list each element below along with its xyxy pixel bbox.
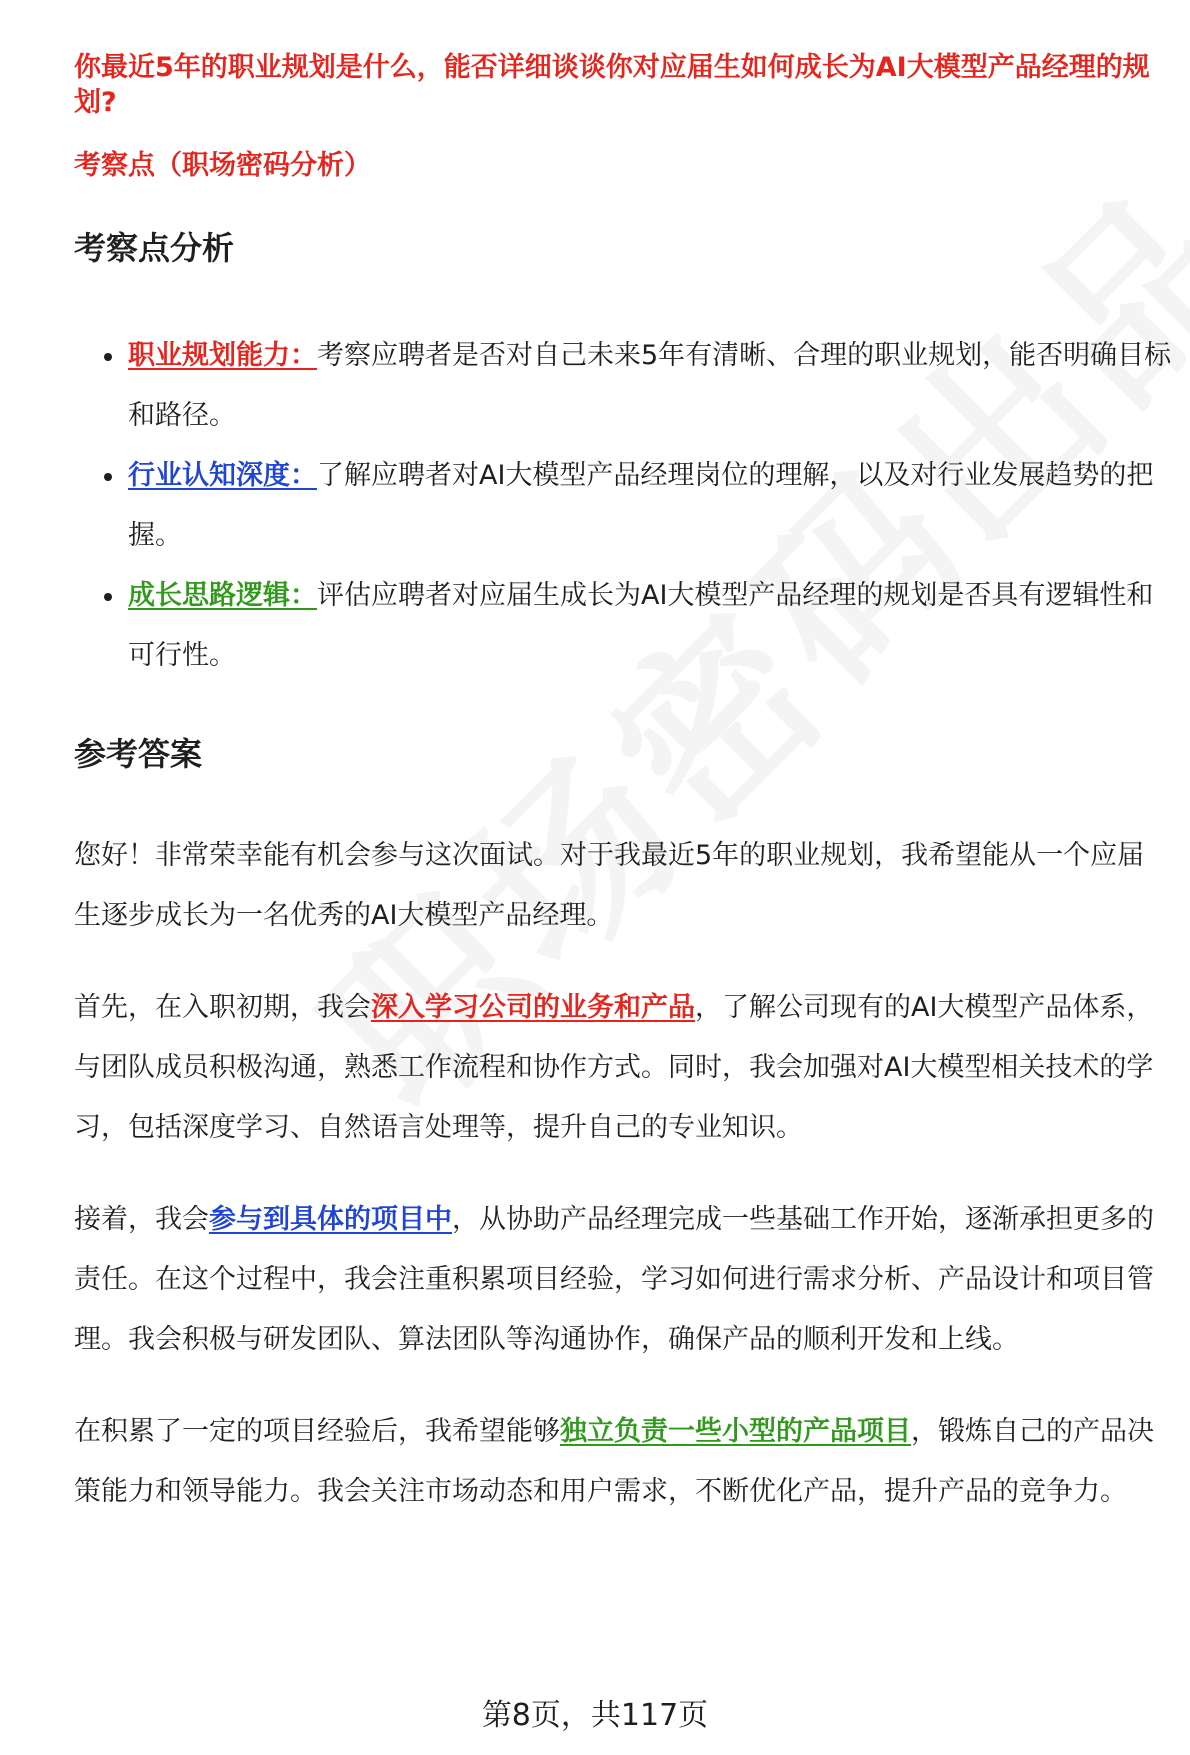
highlight-keyword: 独立负责一些小型的产品项目 <box>560 1416 911 1447</box>
bullet-icon <box>104 593 112 601</box>
list-item <box>74 446 1174 566</box>
paragraph-text: ，了解公司现有的AI大模型产品体系，与团队成员积极沟通，熟悉工作流程和协作方式。同时，我会加强对AI大模型相关技术的学习，包括深度学习、自然语言处理等，提升自己的专业知识。 <box>74 992 1154 1143</box>
paragraph-text: 首先，在入职初期，我会 <box>74 992 371 1023</box>
analysis-heading: 考察点分析 <box>74 229 235 267</box>
point-keyword: 行业认知深度： <box>128 460 317 491</box>
document-page <box>74 50 1174 1522</box>
analysis-points <box>74 326 1174 686</box>
point-text: 了解应聘者对AI大模型产品经理岗位的理解，以及对行业发展趋势的把握。 <box>128 460 1154 551</box>
answer-paragraph-4 <box>74 1402 1160 1522</box>
point-keyword: 成长思路逻辑： <box>128 580 317 611</box>
paragraph-text: ，从协助产品经理完成一些基础工作开始，逐渐承担更多的责任。在这个过程中，我会注重积累项目经验，学习如何进行需求分析、产品设计和项目管理。我会积极与研发团队、算法团队等沟通协作，确保产品的顺利开发和上线。 <box>74 1204 1154 1355</box>
point-keyword: 职业规划能力： <box>128 340 317 371</box>
highlight-keyword: 参与到具体的项目中 <box>209 1204 452 1235</box>
answer-paragraph-3 <box>74 1190 1160 1370</box>
list-item <box>74 566 1174 686</box>
point-text: 考察应聘者是否对自己未来5年有清晰、合理的职业规划，能否明确目标和路径。 <box>128 340 1172 431</box>
question-title: 你最近5年的职业规划是什么，能否详细谈谈你对应届生如何成长为AI大模型产品经理的规划? <box>74 52 1150 118</box>
paragraph-text: 在积累了一定的项目经验后，我希望能够 <box>74 1416 560 1447</box>
bullet-icon <box>104 353 112 361</box>
point-text: 评估应聘者对应届生成长为AI大模型产品经理的规划是否具有逻辑性和可行性。 <box>128 580 1154 671</box>
paragraph-text: 接着，我会 <box>74 1204 209 1235</box>
list-item <box>74 326 1174 446</box>
subtitle: 考察点（职场密码分析） <box>74 150 371 181</box>
answer-paragraph-2 <box>74 978 1160 1158</box>
page-number-footer: 第8页，共117页 <box>481 1698 709 1733</box>
answer-heading: 参考答案 <box>74 735 203 773</box>
highlight-keyword: 深入学习公司的业务和产品 <box>371 992 695 1023</box>
paragraph-text: ，锻炼自己的产品决策能力和领导能力。我会关注市场动态和用户需求，不断优化产品，提升产品的竞争力。 <box>74 1416 1154 1507</box>
bullet-icon <box>104 473 112 481</box>
answer-paragraph-1: 您好！非常荣幸能有机会参与这次面试。对于我最近5年的职业规划，我希望能从一个应届生逐步成长为一名优秀的AI大模型产品经理。 <box>74 840 1145 931</box>
